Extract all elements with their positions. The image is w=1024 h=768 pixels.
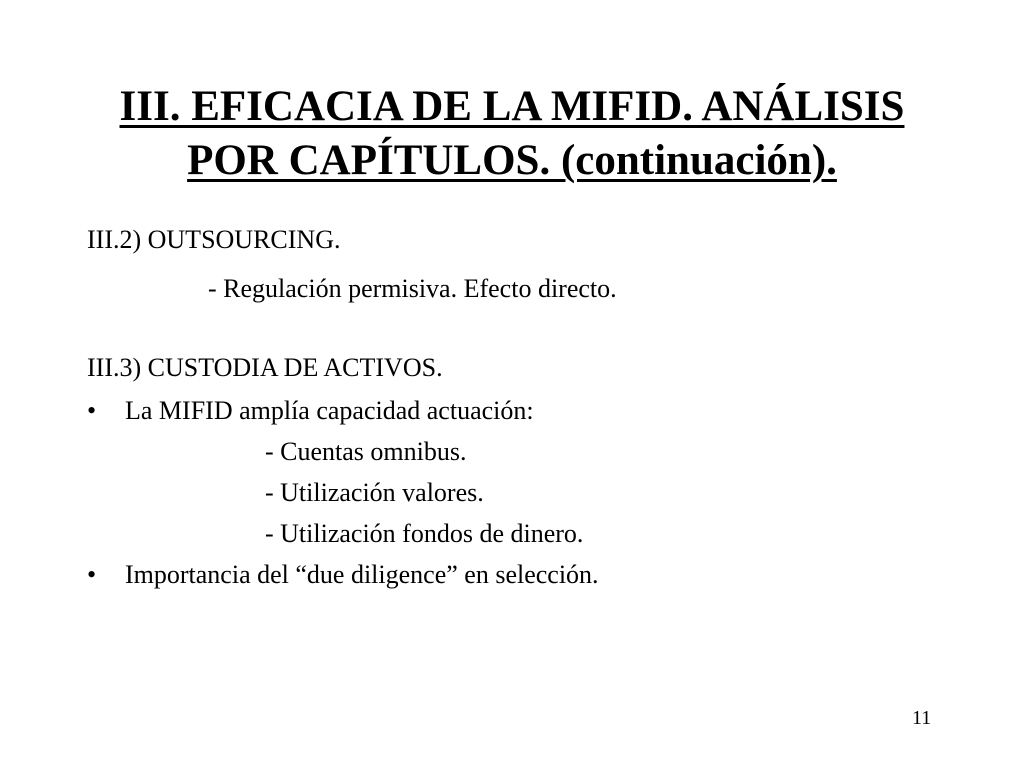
- bullet-item-due-diligence: Importancia del “due diligence” en selección.: [125, 560, 599, 589]
- title-line-1: III. EFICACIA DE LA MIFID. ANÁLISIS: [119, 83, 905, 130]
- bullet-icon: •: [87, 396, 97, 425]
- bullet-item-mifid: La MIFID amplía capacidad actuación:: [125, 396, 534, 425]
- slide-title: [60, 80, 964, 188]
- page-number: 11: [912, 707, 932, 729]
- section-heading-custodia: III.3) CUSTODIA DE ACTIVOS.: [87, 353, 443, 382]
- title-line-2: POR CAPÍTULOS. (continuación).: [187, 137, 837, 184]
- section-heading-outsourcing: III.2) OUTSOURCING.: [87, 225, 341, 254]
- bullet-icon: •: [87, 560, 97, 589]
- subitem-fondos: - Utilización fondos de dinero.: [265, 519, 584, 548]
- subitem-cuentas: - Cuentas omnibus.: [265, 437, 467, 466]
- outsourcing-item: - Regulación permisiva. Efecto directo.: [208, 274, 617, 303]
- subitem-valores: - Utilización valores.: [265, 478, 484, 507]
